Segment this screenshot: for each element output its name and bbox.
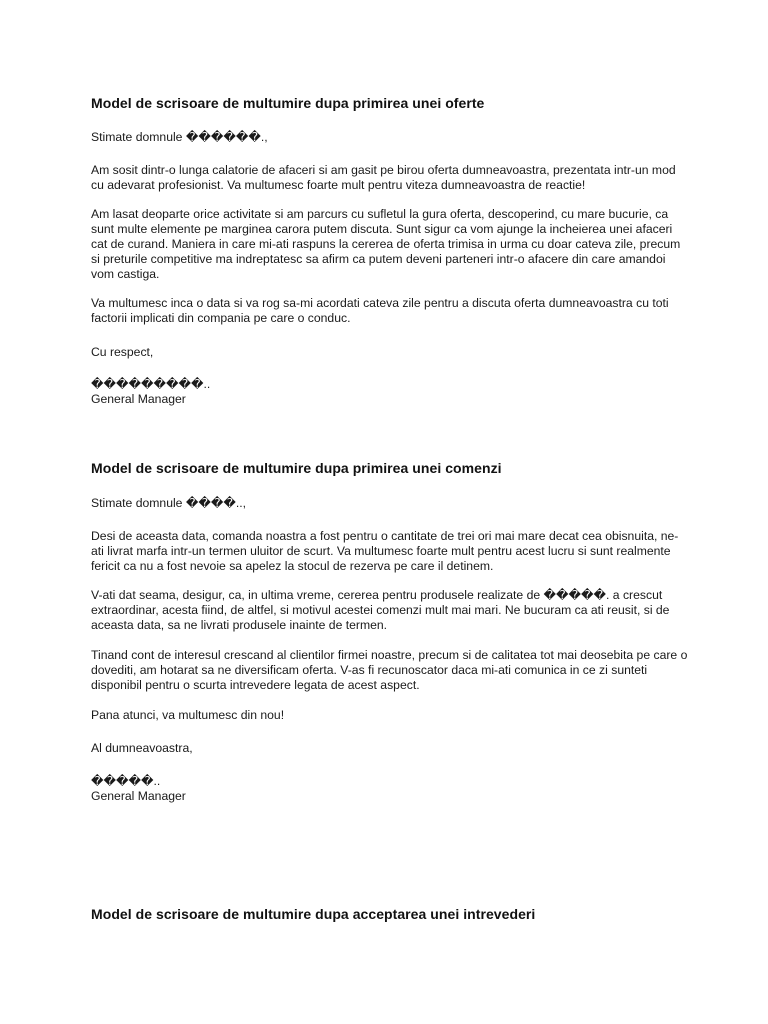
letter-1-paragraph-1: Am sosit dintr-o lunga calatorie de afaceri si am gasit pe birou oferta dumneavoastra, prezentata intr-un mod cu adevarat profesionist. Va multumesc foarte mult pentru viteza dumneavoastra de reactie! <box>91 163 676 192</box>
letter-1-closing: Cu respect, <box>91 345 154 359</box>
letter-1-signature-name: ���������.. <box>91 377 211 391</box>
letter-1-paragraph-2: Am lasat deoparte orice activitate si am parcurs cu sufletul la gura oferta, descoperind, cu mare bucurie, ca sunt multe elemente pe marginea carora putem discuta. Sunt sigur ca vom ajunge la incheierea unei afaceri cat de curand. Maniera in care mi-ati raspuns la cererea de oferta trimisa in urma cu doar cateva zile, precum si preturile competitive ma indreptatesc sa afirm ca putem deveni parteneri intr-o afacere din care amandoi vom castiga. <box>91 207 681 281</box>
letter-2-title: Model de scrisoare de multumire dupa primirea unei comenzi <box>91 460 502 476</box>
letter-1-salutation: Stimate domnule ������., <box>91 130 268 144</box>
letter-2-signature-title: General Manager <box>91 789 186 803</box>
letter-2-paragraph-3: Tinand cont de interesul crescand al clientilor firmei noastre, precum si de calitatea tot mai deosebita pe care o dovediti, am hotarat sa ne diversificam oferta. V-as fi recunoscator daca mi-ati comunica in ce zi sunteti disponibil pentru o scurta intrevedere legata de acest aspect. <box>91 648 688 692</box>
letter-1-title: Model de scrisoare de multumire dupa primirea unei oferte <box>91 95 485 111</box>
letter-2-signature <box>91 774 691 804</box>
letter-2-signature-name: �����.. <box>91 774 161 788</box>
letter-1-signature-title: General Manager <box>91 392 186 406</box>
letter-1-paragraph-3: Va multumesc inca o data si va rog sa-mi acordati cateva zile pentru a discuta oferta dumneavoastra cu toti factorii implicati din compania pe care o conduc. <box>91 296 669 325</box>
letter-2-paragraph-4: Pana atunci, va multumesc din nou! <box>91 708 285 722</box>
letter-2-salutation: Stimate domnule ����.., <box>91 496 246 510</box>
letter-2-paragraph-2: V-ati dat seama, desigur, ca, in ultima vreme, cererea pentru produsele realizate de �����. a crescut extraordinar, acesta fiind, de altfel, si motivul acestei comenzi mult mai mari. Ne bucuram ca ati reusit, si de aceasta data, sa ne livrati produsele inainte de termen. <box>91 588 670 632</box>
letter-1-signature <box>91 377 691 407</box>
letter-2-closing: Al dumneavoastra, <box>91 741 193 755</box>
letter-3-title: Model de scrisoare de multumire dupa acceptarea unei intrevederi <box>91 906 536 922</box>
letter-2-paragraph-1: Desi de aceasta data, comanda noastra a fost pentru o cantitate de trei ori mai mare decat cea obisnuita, ne-ati livrat marfa intr-un termen uluitor de scurt. Va multumesc foarte mult pentru acest lucru si sunt realmente fericit ca nu a fost nevoie sa apelez la stocul de rezerva pe care il detinem. <box>91 529 679 573</box>
